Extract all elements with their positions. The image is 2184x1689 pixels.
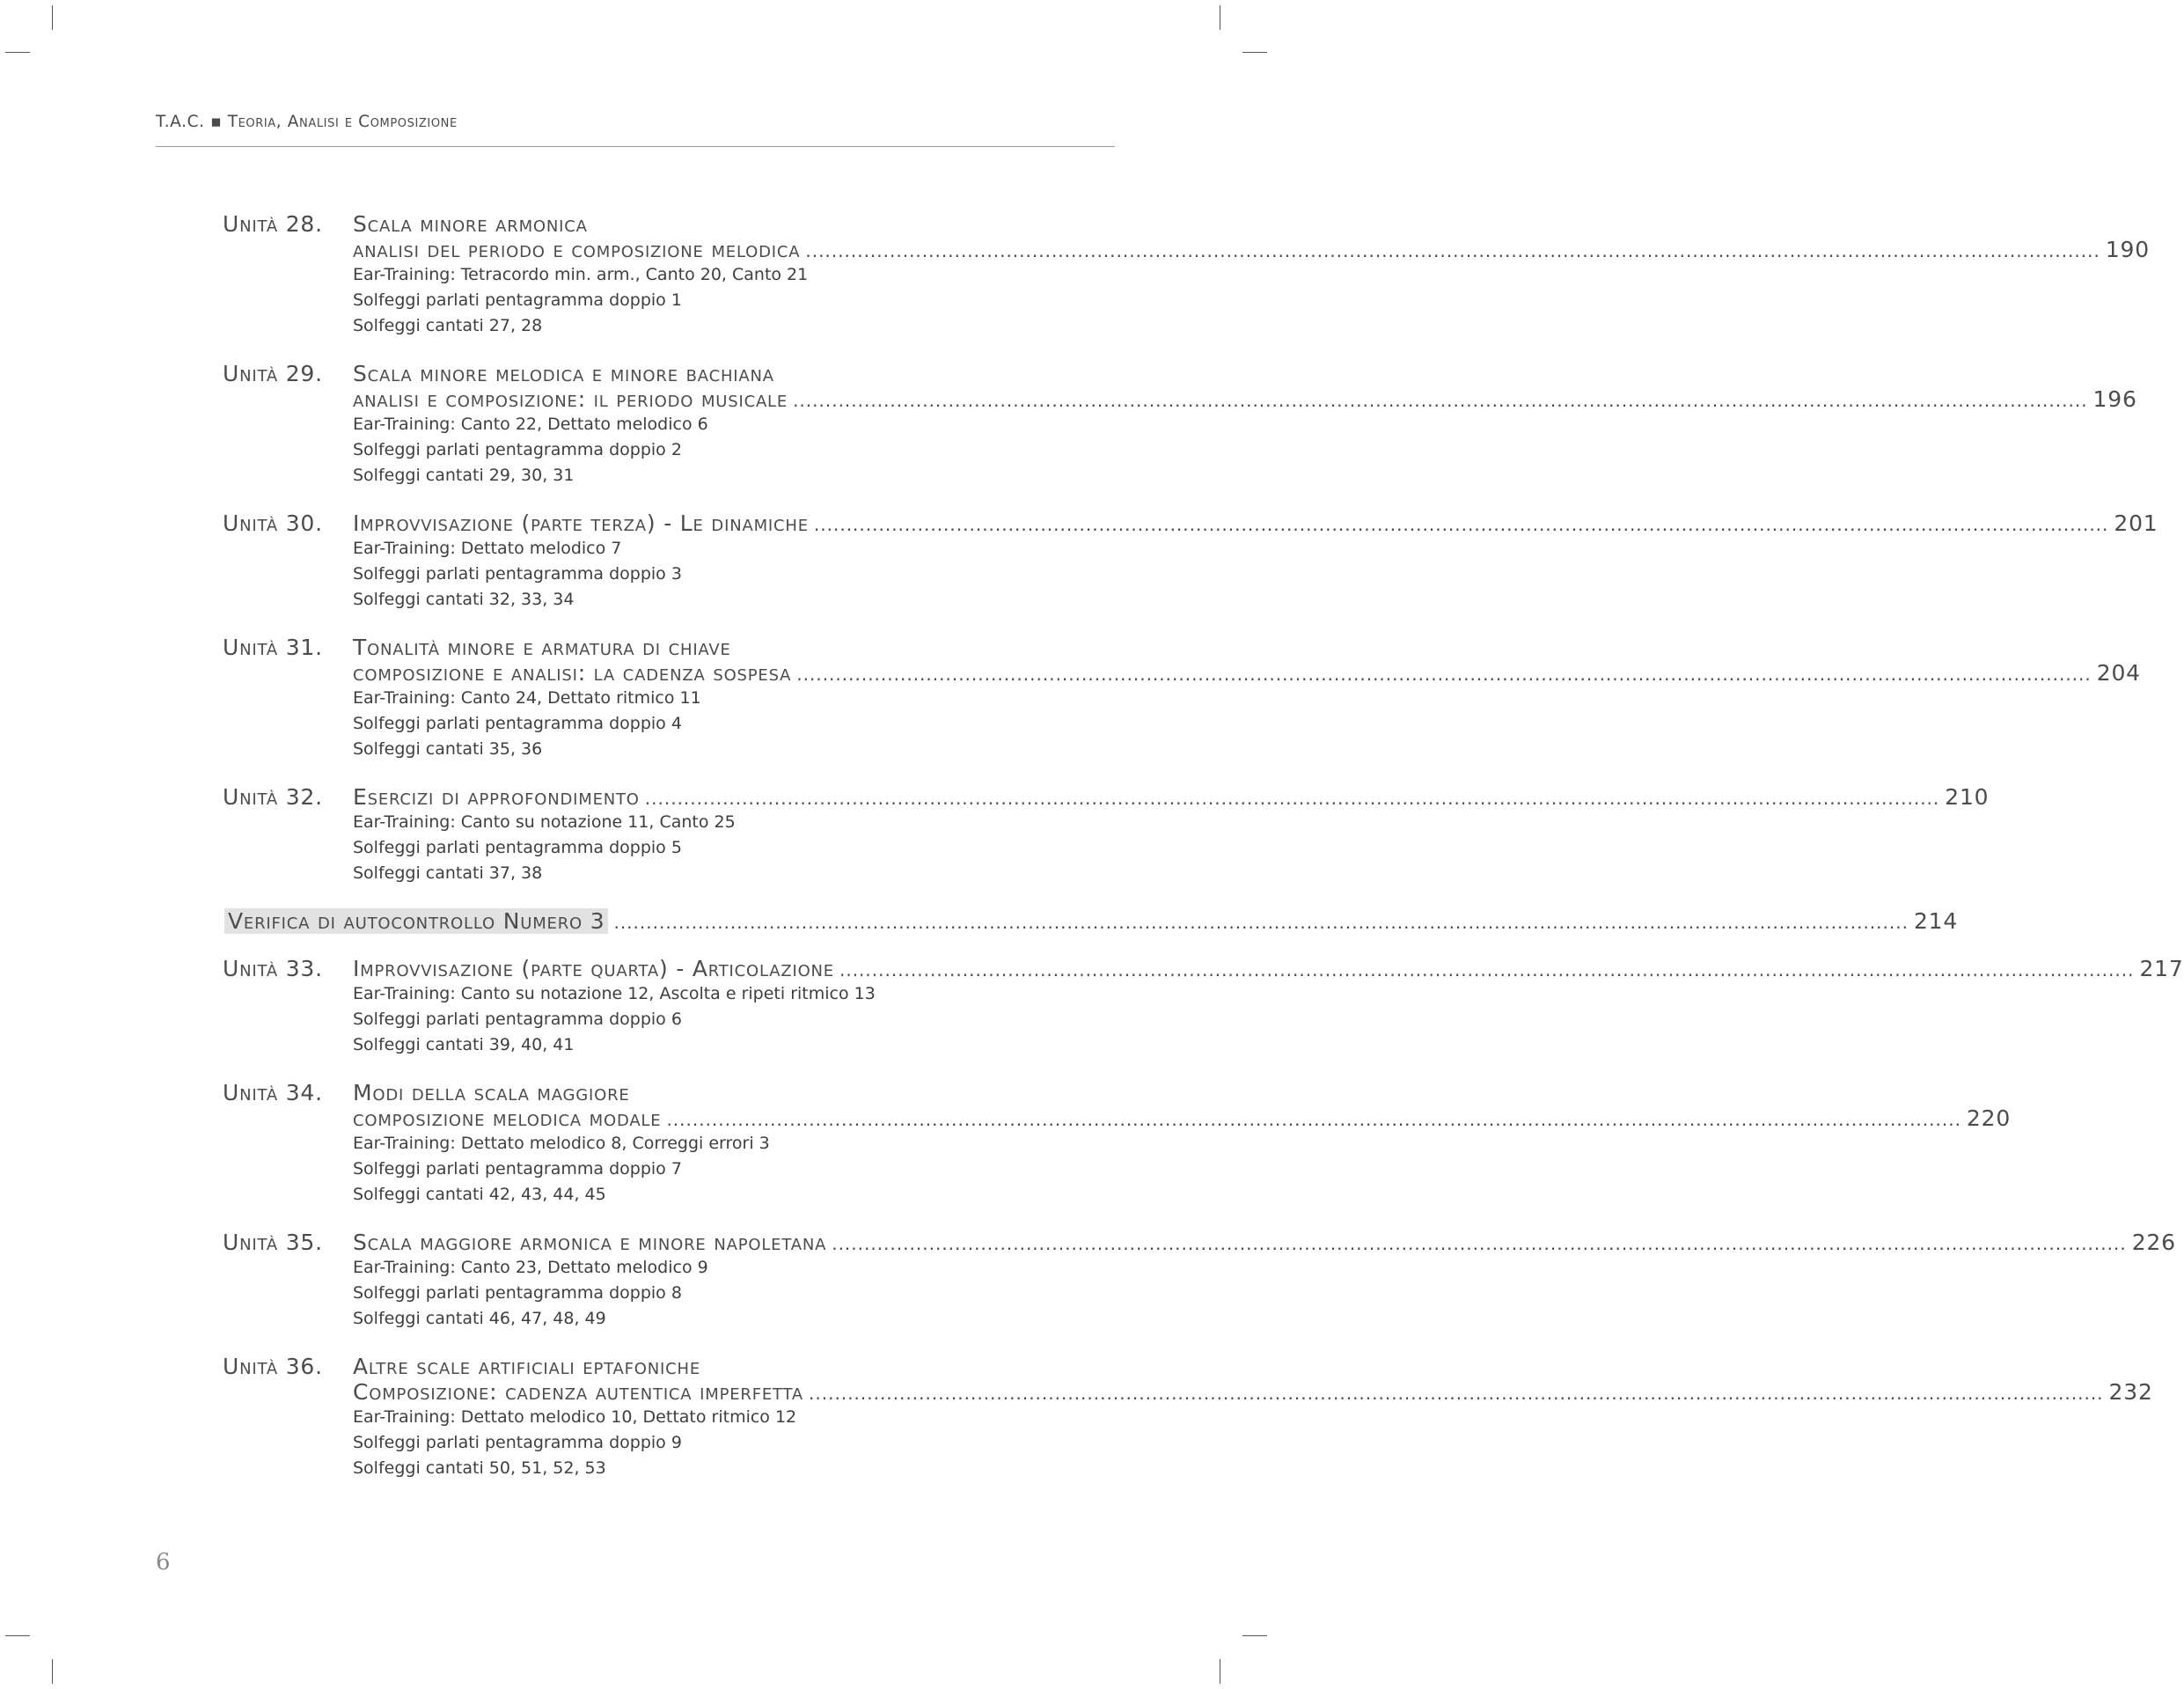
unit-title-line bbox=[353, 361, 1115, 386]
unit-title-text: Improvvisazione (parte terza) - Le dinamiche bbox=[353, 510, 809, 536]
unit-title-text: Scala minore armonica bbox=[353, 211, 588, 237]
crop-mark bbox=[5, 1635, 30, 1636]
unit-title-text: Modi della scala maggiore bbox=[353, 1080, 630, 1105]
leader-dots: ........................................................................................................................................................................................................ bbox=[832, 1233, 2127, 1254]
unit-detail: Solfeggi parlati pentagramma doppio 9 bbox=[353, 1433, 682, 1452]
unit-detail: Solfeggi parlati pentagramma doppio 5 bbox=[353, 838, 682, 857]
unit-title-line bbox=[353, 660, 2141, 686]
unit-number: Unità 30. bbox=[223, 510, 323, 536]
unit-detail: Ear-Training: Canto su notazione 12, Ascolta e ripeti ritmico 13 bbox=[353, 984, 876, 1003]
unit-title-line bbox=[353, 1379, 2153, 1405]
page-number: 217 bbox=[2139, 956, 2184, 981]
toc-entry[interactable] bbox=[223, 361, 2137, 488]
unit-detail: Solfeggi cantati 37, 38 bbox=[353, 863, 543, 883]
unit-title-text: analisi del periodo e composizione melodica bbox=[353, 237, 801, 262]
unit-title-line bbox=[353, 635, 1115, 660]
page-number: 214 bbox=[1913, 908, 1959, 934]
folio-page-number: 6 bbox=[156, 1549, 171, 1575]
unit-detail: Solfeggi cantati 27, 28 bbox=[353, 316, 543, 335]
leader-dots: ........................................................................................................................................................................................................ bbox=[644, 788, 1940, 809]
unit-title-line bbox=[353, 510, 2158, 536]
unit-title-line bbox=[353, 1230, 2176, 1255]
unit-detail: Solfeggi parlati pentagramma doppio 7 bbox=[353, 1159, 682, 1179]
unit-title-text: composizione melodica modale bbox=[353, 1105, 662, 1131]
leader-dots: ........................................................................................................................................................................................................ bbox=[805, 240, 2100, 261]
toc-units-group bbox=[223, 956, 2184, 1481]
unit-detail: Solfeggi parlati pentagramma doppio 4 bbox=[353, 714, 682, 733]
unit-detail: Solfeggi parlati pentagramma doppio 6 bbox=[353, 1010, 682, 1029]
unit-title-line bbox=[353, 956, 2184, 981]
page-number: 226 bbox=[2131, 1230, 2176, 1255]
unit-detail: Ear-Training: Canto su notazione 11, Canto 25 bbox=[353, 812, 736, 832]
unit-title-text: composizione e analisi: la cadenza sospesa bbox=[353, 660, 792, 686]
unit-title-text: Tonalità minore e armatura di chiave bbox=[353, 635, 731, 660]
verifica-title: Verifica di autocontrollo Numero 3 bbox=[224, 908, 608, 934]
unit-detail: Ear-Training: Canto 23, Dettato melodico 9 bbox=[353, 1258, 708, 1277]
unit-detail: Solfeggi cantati 29, 30, 31 bbox=[353, 466, 575, 485]
unit-detail: Ear-Training: Tetracordo min. arm., Canto 20, Canto 21 bbox=[353, 265, 809, 284]
unit-detail: Solfeggi cantati 42, 43, 44, 45 bbox=[353, 1185, 606, 1204]
unit-title-line bbox=[353, 237, 2150, 262]
toc-entry[interactable] bbox=[223, 635, 2141, 762]
toc-entry[interactable] bbox=[223, 1080, 2012, 1208]
unit-title-text: Improvvisazione (parte quarta) - Articolazione bbox=[353, 956, 834, 981]
unit-detail: Solfeggi parlati pentagramma doppio 3 bbox=[353, 564, 682, 584]
unit-detail: Ear-Training: Canto 22, Dettato melodico 6 bbox=[353, 415, 708, 434]
unit-title-line bbox=[353, 386, 2137, 412]
unit-number: Unità 33. bbox=[223, 956, 323, 981]
unit-number: Unità 29. bbox=[223, 361, 323, 386]
unit-title-text: Altre scale artificiali eptafoniche bbox=[353, 1354, 700, 1379]
leader-dots: ........................................................................................................................................................................................................ bbox=[793, 390, 2088, 411]
crop-mark bbox=[52, 5, 53, 30]
toc-entry[interactable] bbox=[223, 1354, 2153, 1481]
page-number: 201 bbox=[2114, 510, 2158, 536]
page-number: 204 bbox=[2096, 660, 2141, 686]
unit-number: Unità 35. bbox=[223, 1230, 323, 1255]
unit-title-line bbox=[353, 1080, 1115, 1105]
unit-detail: Ear-Training: Dettato melodico 10, Dettato ritmico 12 bbox=[353, 1407, 797, 1427]
toc-entry[interactable] bbox=[223, 510, 2158, 613]
unit-detail: Solfeggi parlati pentagramma doppio 8 bbox=[353, 1283, 682, 1303]
unit-detail: Solfeggi cantati 39, 40, 41 bbox=[353, 1035, 575, 1054]
unit-title-text: Esercizi di approfondimento bbox=[353, 784, 640, 810]
unit-number: Unità 28. bbox=[223, 211, 323, 237]
page-number: 190 bbox=[2105, 237, 2150, 262]
unit-detail: Ear-Training: Dettato melodico 7 bbox=[353, 539, 622, 558]
unit-detail: Solfeggi cantati 32, 33, 34 bbox=[353, 590, 575, 609]
toc-entry[interactable] bbox=[223, 211, 2150, 339]
unit-detail: Solfeggi cantati 46, 47, 48, 49 bbox=[353, 1309, 606, 1328]
unit-title-text: Composizione: cadenza autentica imperfetta bbox=[353, 1379, 804, 1405]
unit-title-line bbox=[353, 784, 1990, 810]
crop-mark bbox=[1242, 52, 1267, 53]
crop-mark bbox=[1242, 1635, 1267, 1636]
toc-entry[interactable] bbox=[223, 956, 2184, 1058]
leader-dots: ........................................................................................................................................................................................................ bbox=[813, 514, 2109, 535]
unit-title-line bbox=[353, 1354, 1115, 1379]
unit-detail: Solfeggi parlati pentagramma doppio 2 bbox=[353, 440, 682, 459]
unit-title-text: Scala minore melodica e minore bachiana bbox=[353, 361, 774, 386]
leader-dots: ........................................................................................................................................................................................................ bbox=[839, 959, 2135, 980]
crop-mark bbox=[52, 1659, 53, 1684]
page-number: 232 bbox=[2108, 1379, 2153, 1405]
unit-detail: Ear-Training: Canto 24, Dettato ritmico 11 bbox=[353, 688, 701, 708]
leader-dots: ........................................................................................................................................................................................................ bbox=[613, 912, 1909, 933]
crop-mark bbox=[5, 52, 30, 53]
unit-title-text: Scala maggiore armonica e minore napoletana bbox=[353, 1230, 827, 1255]
unit-number: Unità 31. bbox=[223, 635, 323, 660]
page-number: 210 bbox=[1945, 784, 1990, 810]
unit-title-line bbox=[353, 211, 1115, 237]
page-number: 220 bbox=[1966, 1105, 2012, 1131]
unit-title-text: analisi e composizione: il periodo musicale bbox=[353, 386, 788, 412]
leader-dots: ........................................................................................................................................................................................................ bbox=[809, 1383, 2104, 1404]
page-number: 196 bbox=[2092, 386, 2137, 412]
unit-title-line bbox=[353, 1105, 2012, 1131]
unit-detail: Ear-Training: Dettato melodico 8, Correggi errori 3 bbox=[353, 1134, 770, 1153]
unit-detail: Solfeggi cantati 50, 51, 52, 53 bbox=[353, 1458, 606, 1478]
running-head: T.A.C. ▪ Teoria, Analisi e Composizione bbox=[156, 113, 458, 131]
toc-entry[interactable] bbox=[223, 1230, 2176, 1332]
toc-units-group bbox=[223, 211, 2158, 886]
toc-entry-verifica[interactable] bbox=[223, 908, 1959, 934]
unit-detail: Solfeggi cantati 35, 36 bbox=[353, 739, 543, 759]
leader-dots: ........................................................................................................................................................................................................ bbox=[796, 664, 2092, 685]
leader-dots: ........................................................................................................................................................................................................ bbox=[666, 1109, 1961, 1130]
unit-detail: Solfeggi parlati pentagramma doppio 1 bbox=[353, 290, 682, 310]
header-rule bbox=[156, 146, 1115, 147]
unit-number: Unità 32. bbox=[223, 784, 323, 810]
unit-number: Unità 34. bbox=[223, 1080, 323, 1105]
toc-entry[interactable] bbox=[223, 784, 1990, 886]
table-of-contents bbox=[223, 211, 2184, 1503]
unit-number: Unità 36. bbox=[223, 1354, 323, 1379]
